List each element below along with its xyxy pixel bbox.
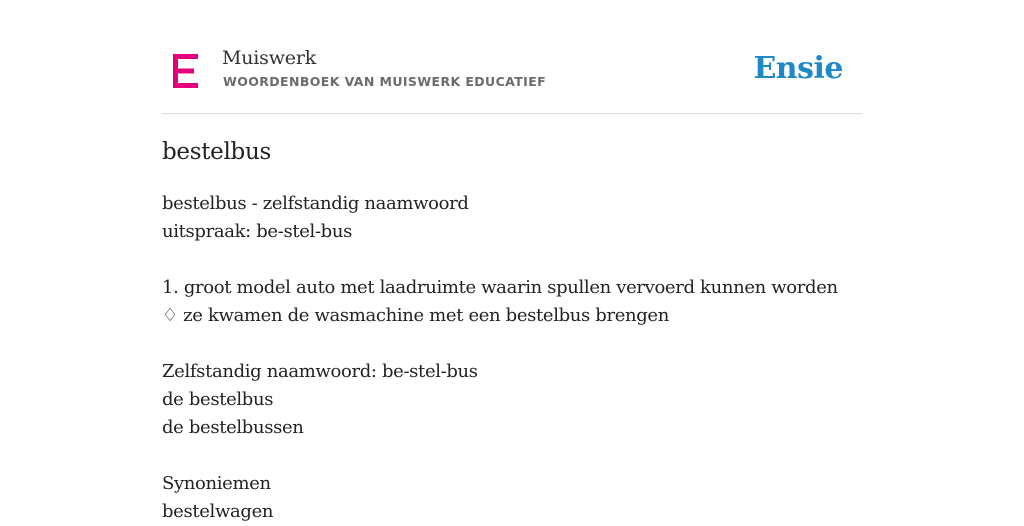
definition-line bbox=[162, 246, 882, 274]
definition-line: de bestelbus bbox=[162, 389, 274, 410]
brand-name[interactable]: Muiswerk bbox=[222, 47, 317, 69]
muiswerk-e-logo-icon[interactable] bbox=[172, 54, 200, 88]
definition-line: ♢ ze kwamen de wasmachine met een bestelbus brengen bbox=[162, 305, 669, 326]
definition-body bbox=[162, 190, 882, 526]
definition-line: uitspraak: be-stel-bus bbox=[162, 221, 352, 242]
definition-line bbox=[162, 442, 882, 470]
page-title: bestelbus bbox=[162, 139, 271, 165]
definition-line: Zelfstandig naamwoord: be-stel-bus bbox=[162, 361, 478, 382]
definition-line: bestelwagen bbox=[162, 501, 274, 522]
definition-line: bestelbus - zelfstandig naamwoord bbox=[162, 193, 469, 214]
brand-subtitle: WOORDENBOEK VAN MUISWERK EDUCATIEF bbox=[223, 74, 547, 89]
definition-line bbox=[162, 330, 882, 358]
definition-line: Synoniemen bbox=[162, 473, 271, 494]
site-header bbox=[162, 40, 862, 114]
ensie-logo-link[interactable]: Ensie bbox=[753, 51, 843, 86]
definition-line: 1. groot model auto met laadruimte waarin spullen vervoerd kunnen worden bbox=[162, 277, 838, 298]
definition-line: de bestelbussen bbox=[162, 417, 304, 438]
